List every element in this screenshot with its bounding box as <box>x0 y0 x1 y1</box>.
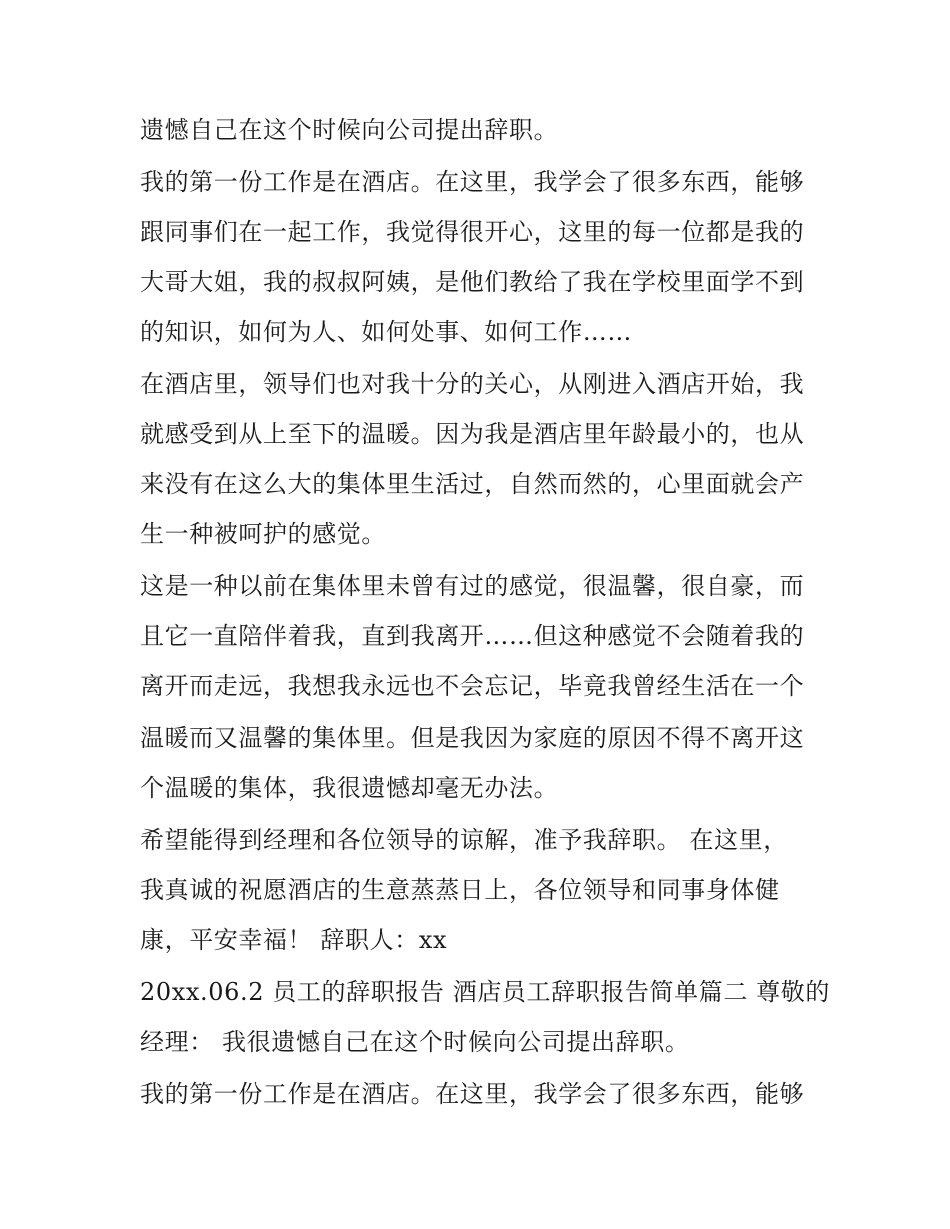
text-line-16: 我真诚的祝愿酒店的生意蒸蒸日上，各位领导和同事身体健 <box>140 876 780 904</box>
text-line-10: 这是一种以前在集体里未曾有过的感觉，很温馨，很自豪，而 <box>140 572 805 600</box>
text-line-4: 大哥大姐，我的叔叔阿姨，是他们教给了我在学校里面学不到 <box>140 268 805 296</box>
text-line-9: 生一种被呵护的感觉。 <box>140 520 386 548</box>
text-line-17: 康，平安幸福！ 辞职人：xx <box>140 926 448 954</box>
text-line-7: 就感受到从上至下的温暖。因为我是酒店里年龄最小的，也从 <box>140 420 805 448</box>
text-line-14: 个温暖的集体，我很遗憾却毫无办法。 <box>140 774 559 802</box>
text-line-20: 我的第一份工作是在酒店。在这里，我学会了很多东西，能够 <box>140 1080 805 1108</box>
text-line-18: 20xx.06.2 员工的辞职报告 酒店员工辞职报告简单篇二 尊敬的 <box>140 978 830 1006</box>
text-line-12: 离开而走远，我想我永远也不会忘记，毕竟我曾经生活在一个 <box>140 672 805 700</box>
text-line-2: 我的第一份工作是在酒店。在这里，我学会了很多东西，能够 <box>140 168 805 196</box>
text-line-8: 来没有在这么大的集体里生活过，自然而然的，心里面就会产 <box>140 470 805 498</box>
text-line-1: 遗憾自己在这个时候向公司提出辞职。 <box>140 116 559 144</box>
text-line-6: 在酒店里，领导们也对我十分的关心，从刚进入酒店开始，我 <box>140 370 805 398</box>
text-line-13: 温暖而又温馨的集体里。但是我因为家庭的原因不得不离开这 <box>140 724 805 752</box>
text-line-5: 的知识，如何为人、如何处事、如何工作…… <box>140 318 632 346</box>
text-line-3: 跟同事们在一起工作，我觉得很开心，这里的每一位都是我的 <box>140 218 805 246</box>
text-line-15: 希望能得到经理和各位领导的谅解，准予我辞职。 在这里， <box>140 826 788 854</box>
text-line-11: 且它一直陪伴着我，直到我离开……但这种感觉不会随着我的 <box>140 622 805 650</box>
text-line-19: 经理： 我很遗憾自己在这个时候向公司提出辞职。 <box>140 1028 690 1056</box>
